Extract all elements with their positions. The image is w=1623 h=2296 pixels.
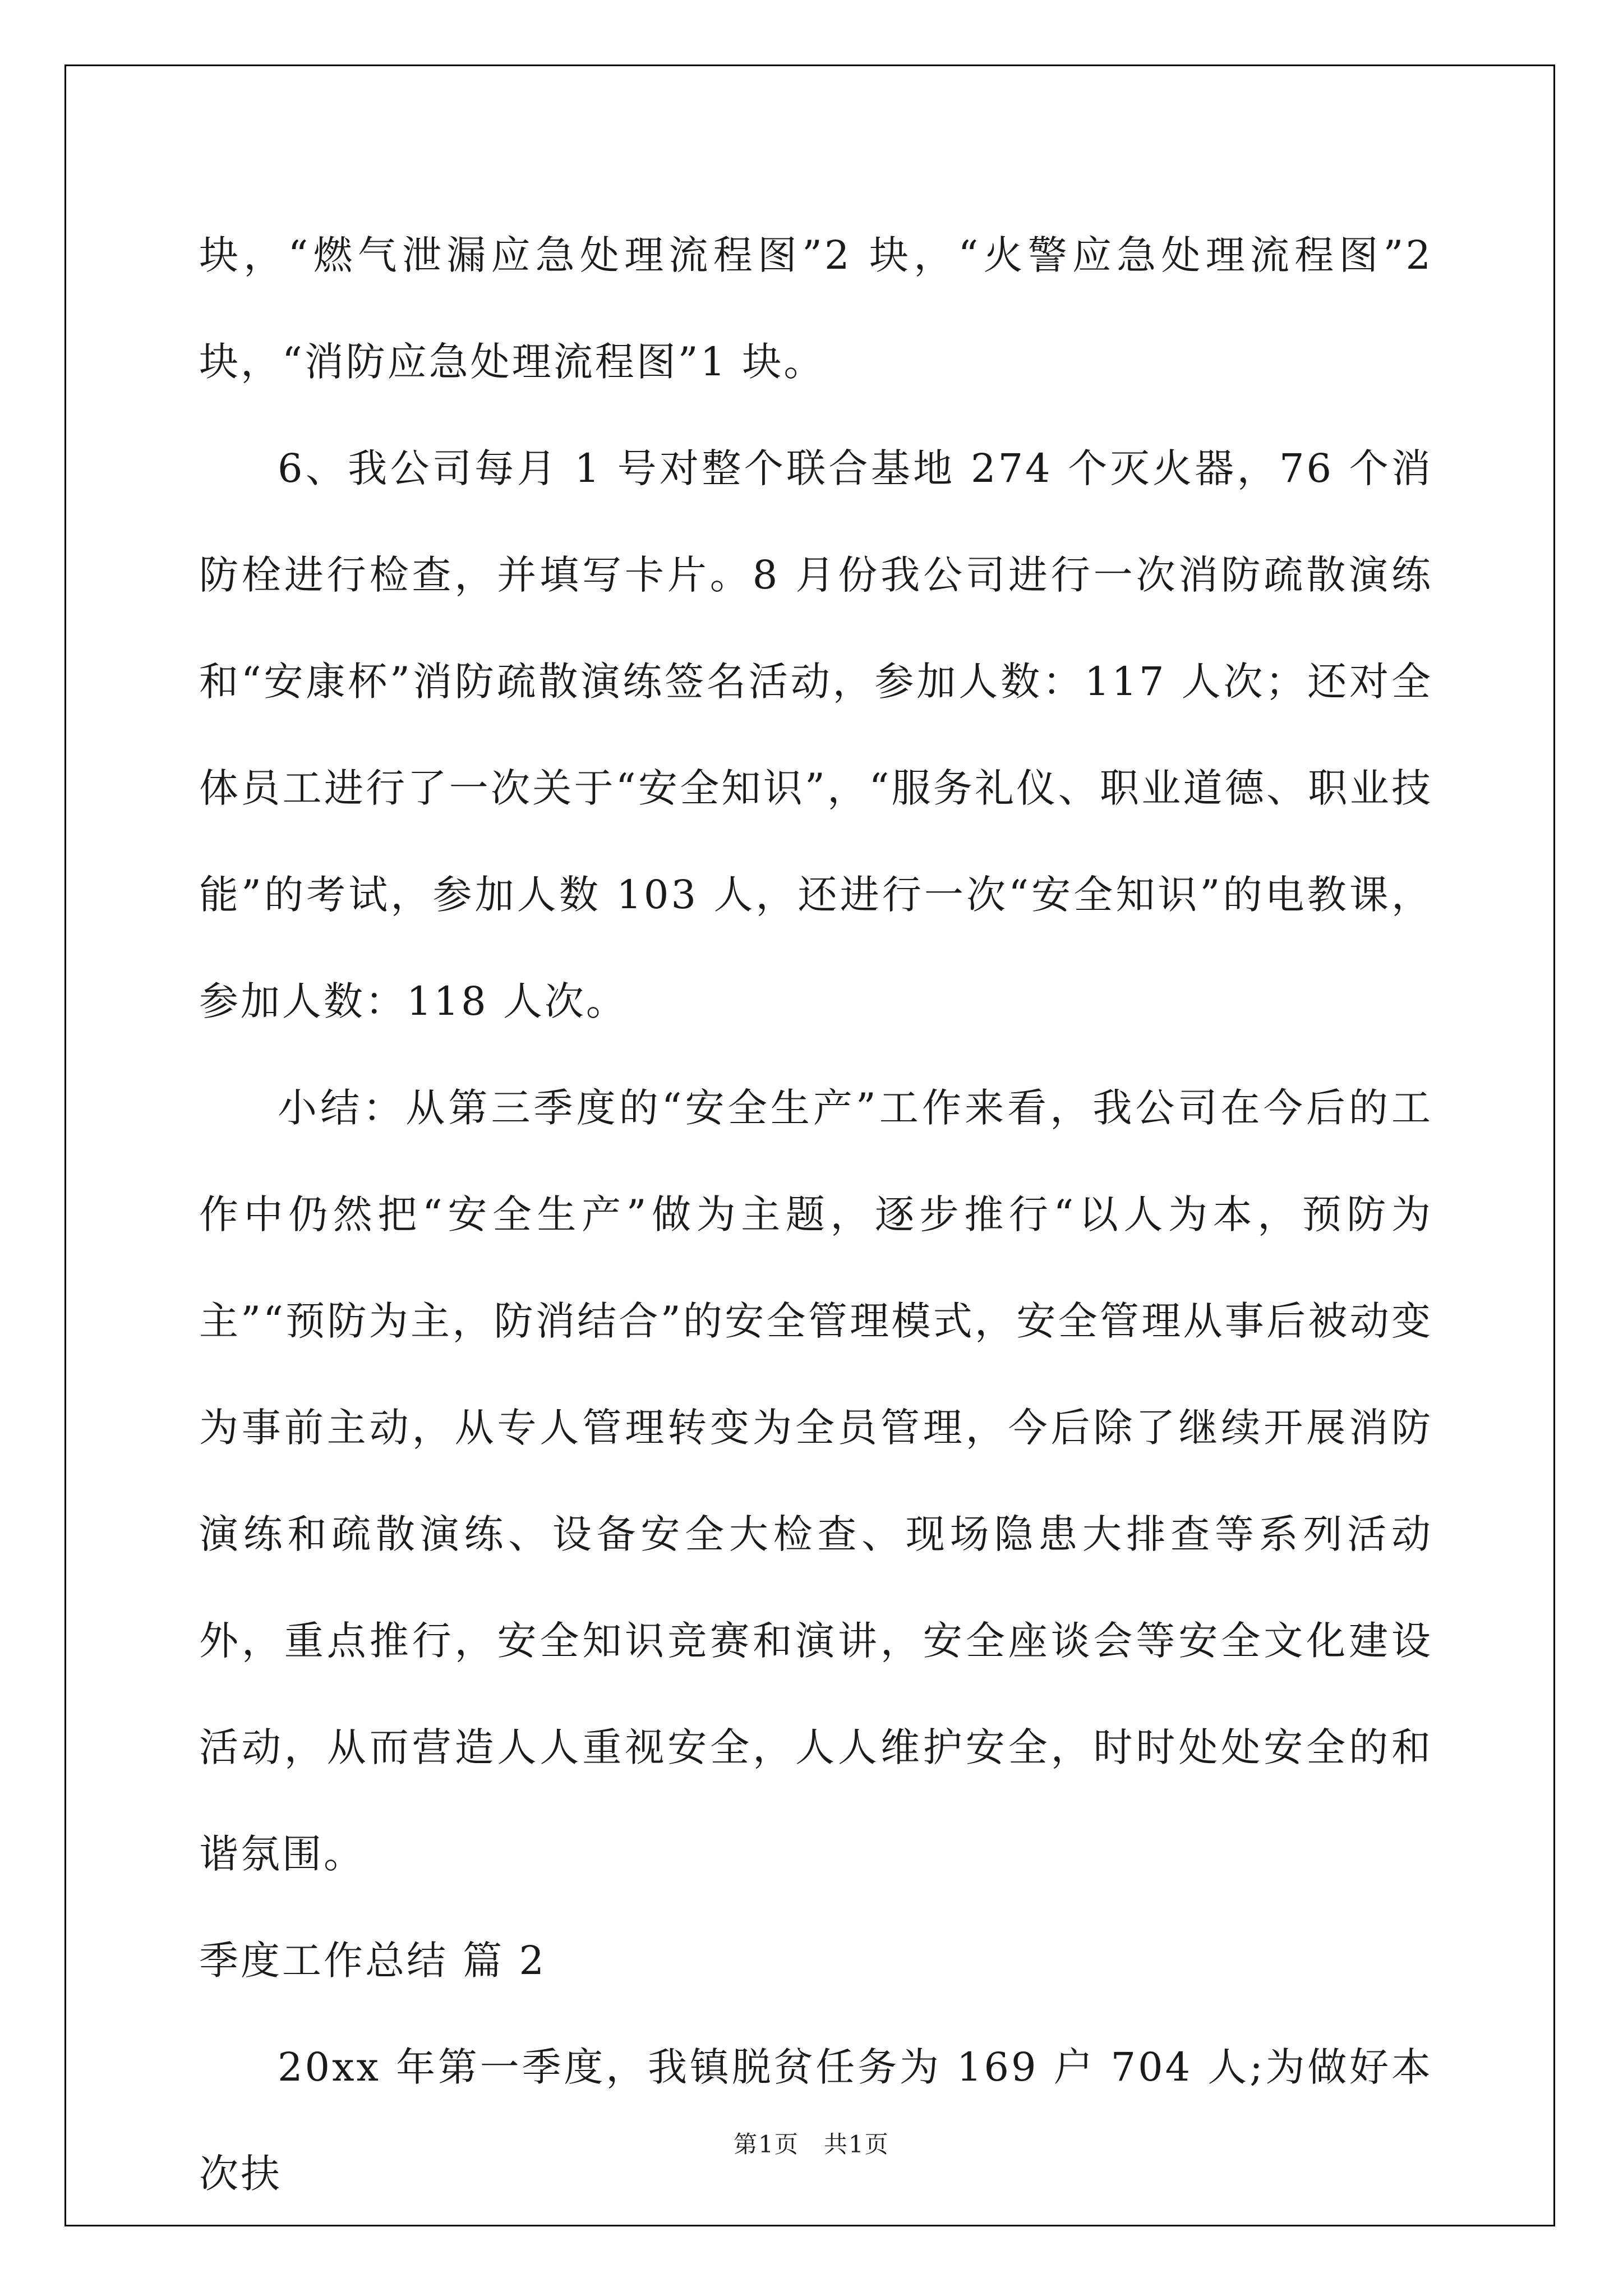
paragraph-summary: 小结：从第三季度的“安全生产”工作来看，我公司在今后的工作中仍然把“安全生产”做为主题，逐步推行“以人为本，预防为主”“预防为主，防消结合”的安全管理模式，安全管理从事后被动变为事前主动，从专人管理转变为全员管理，今后除了继续开展消防演练和疏散演练、设备安全大检查、现场隐患大排查等系列活动外，重点推行，安全知识竞赛和演讲，安全座谈会等安全文化建设活动，从而营造人人重视安全，人人维护安全，时时处处安全的和谐氛围。 [199,1085,1433,1877]
document-body [199,202,1433,2227]
paragraph-section-2: 20xx 年第一季度，我镇脱贫任务为 169 户 704 人;为做好本次扶 [199,2044,1433,2197]
page-number-footer: 第1页 共1页 [734,2131,889,2158]
section-heading: 季度工作总结 篇 2 [199,1938,547,1984]
paragraph-item-6: 6、我公司每月 1 号对整个联合基地 274 个灭火器，76 个消防栓进行检查，并填写卡片。8 月份我公司进行一次消防疏散演练和“安康杯”消防疏散演练签名活动，参加人数：117 人次；还对全体员工进行了一次关于“安全知识”，“服务礼仪、职业道德、职业技能”的考试，参加人数 103 人，还进行一次“安全知识”的电教课，参加人数：118 人次。 [199,445,1433,1024]
paragraph-continued: 块，“燃气泄漏应急处理流程图”2 块，“火警应急处理流程图”2 块，“消防应急处理流程图”1 块。 [199,232,1433,385]
